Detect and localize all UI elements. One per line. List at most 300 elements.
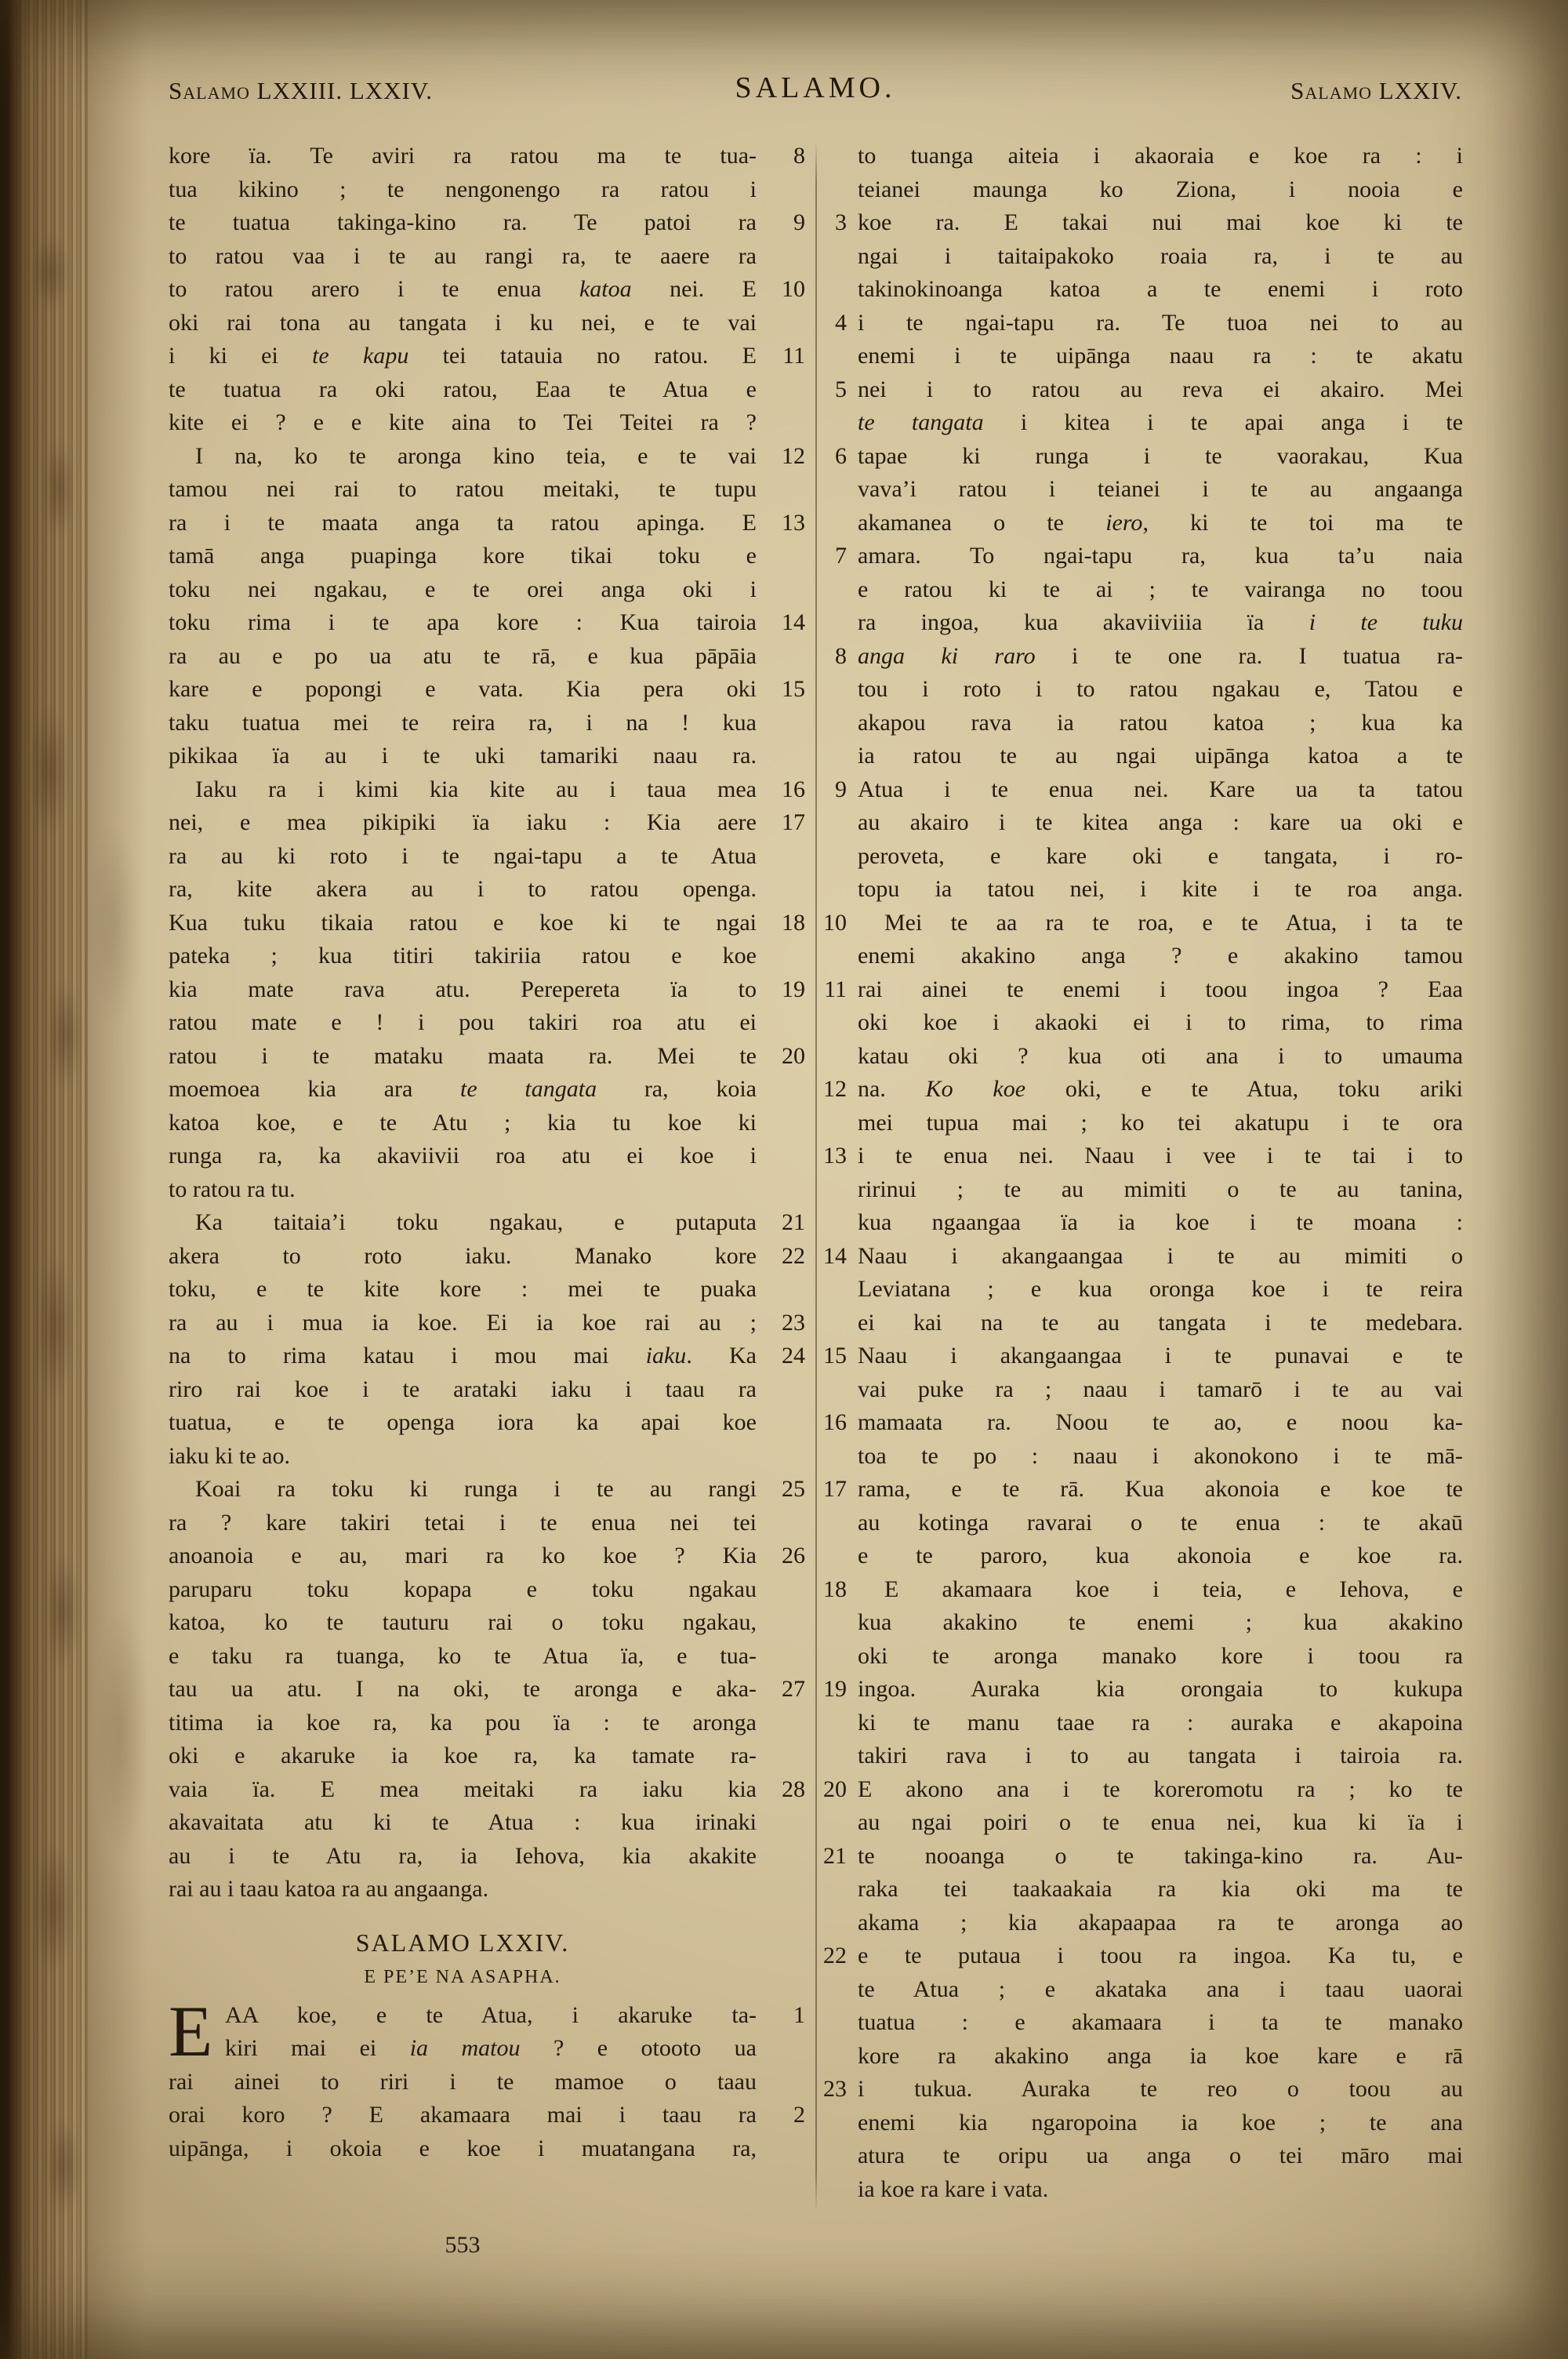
text-line	[822, 406, 1463, 440]
verse-number: 21	[823, 1842, 847, 1869]
verse-number	[822, 340, 858, 373]
verse-number: 13	[782, 509, 805, 536]
column-divider-rule	[815, 141, 817, 2212]
text-line	[822, 2040, 1463, 2074]
verse-number: 18	[782, 909, 805, 936]
verse-number: 6	[835, 442, 847, 469]
verse-number: 14	[782, 609, 805, 635]
text-line	[169, 1107, 805, 1140]
text-line	[169, 1873, 805, 1906]
verse-number: 11	[824, 976, 847, 1002]
verse-number	[822, 1606, 858, 1640]
verse-text: taku tuatua mei te reira ra, i na ! kua	[169, 709, 757, 736]
verse-text: topu ia tatou nei, i kite i te roa anga.	[858, 876, 1463, 902]
text-line	[822, 307, 1463, 340]
verse-text: kare e popongi e vata. Kia pera oki	[169, 676, 757, 702]
text-line	[169, 1573, 805, 1607]
verse-text: vava’i ratou i teianei i te au angaanga	[858, 476, 1463, 502]
text-line	[822, 2006, 1463, 2040]
verse-text: raka tei taakaakaia ra kia oki ma te	[858, 1876, 1463, 1902]
psalm-subtitle: E PE’E NA ASAPHA.	[364, 1966, 561, 1987]
text-line	[169, 1273, 805, 1307]
verse-text: takiri rava i to au tangata i tairoia ra.	[858, 1743, 1463, 1768]
verse-text: tua kikino ; te nengonengo ra ratou i	[169, 176, 757, 202]
verse-number: 15	[823, 1343, 847, 1369]
verse-text: toku rima i te apa kore : Kua tairoia	[169, 609, 757, 635]
verse-text: moemoea kia ara te tangata ra, koia	[169, 1076, 757, 1102]
psalm-title: SALAMO LXXIV.	[355, 1928, 570, 1957]
verse-text: au i te Atu ra, ia Iehova, kia akakite	[169, 1842, 757, 1869]
text-line	[822, 873, 1463, 907]
verse-number: 11	[782, 343, 805, 369]
text-line	[169, 406, 805, 440]
text-line	[822, 473, 1463, 507]
verse-text: akera to roto iaku. Manako kore	[169, 1242, 757, 1269]
verse-number: 14	[823, 1242, 847, 1269]
text-line	[169, 1806, 805, 1840]
verse-text: Iaku ra i kimi kia kite au i taua mea	[195, 776, 757, 802]
text-line	[822, 1273, 1463, 1307]
text-line	[822, 840, 1463, 874]
verse-text: rai au i taau katoa ra au angaanga.	[169, 1876, 489, 1902]
text-line	[822, 907, 1463, 940]
text-line	[822, 2139, 1463, 2173]
verse-text: te tuatua takinga-kino ra. Te patoi ra	[169, 209, 757, 235]
verse-text: teianei maunga ko Ziona, i nooia e	[858, 176, 1463, 202]
verse-text: ra, kite akera au i to ratou openga.	[169, 876, 757, 902]
text-line	[822, 740, 1463, 773]
verse-number	[757, 740, 805, 773]
verse-text: ki te manu taae ra : auraka e akapoina	[858, 1709, 1463, 1736]
verse-text: orai koro ? E akamaara mai i taau ra	[169, 2102, 757, 2128]
text-line	[169, 240, 805, 274]
text-line	[822, 1939, 1463, 1973]
running-header	[169, 71, 1462, 113]
verse-text: takinokinoanga katoa a te enemi i roto	[858, 276, 1463, 302]
verse-number: 16	[782, 776, 805, 802]
verse-text: riro rai koe i te arataki iaku i taau ra	[169, 1376, 757, 1402]
verse-text: katau oki ? kua oti ana i to umauma	[858, 1042, 1463, 1069]
verse-number: 10	[823, 909, 847, 936]
verse-number	[757, 1640, 805, 1674]
verse-number: 22	[823, 1943, 847, 1968]
drop-cap: E	[169, 1990, 213, 2071]
verse-number	[757, 1440, 805, 1474]
verse-text: Kua tuku tikaia ratou e koe ki te ngai	[169, 909, 757, 936]
verse-number	[822, 1006, 858, 1040]
text-line	[822, 373, 1463, 407]
verse-text: ra i te maata anga ta ratou apinga. E	[169, 509, 757, 536]
verse-text: ia ratou te au ngai uipānga katoa a te	[858, 743, 1463, 769]
verse-number	[822, 273, 858, 307]
text-line	[822, 1173, 1463, 1207]
ink-smudge	[27, 706, 71, 835]
page-number: 553	[445, 2232, 481, 2258]
verse-text: e ratou ki te ai ; te vairanga no toou	[858, 576, 1463, 602]
verse-text: akama ; kia akapaapaa ra te aronga ao	[858, 1909, 1463, 1936]
text-line	[169, 1640, 805, 1674]
text-line	[822, 173, 1463, 207]
text-line	[822, 1806, 1463, 1840]
text-line	[822, 1507, 1463, 1540]
verse-number: 20	[823, 1776, 847, 1802]
verse-number	[822, 1507, 858, 1540]
verse-number: 2	[793, 2102, 805, 2128]
verse-text: uipānga, i okoia e koe i muatangana ra,	[169, 2135, 757, 2161]
ink-smudge	[42, 439, 75, 537]
verse-number	[822, 1107, 858, 1140]
text-line	[169, 307, 805, 340]
text-line	[169, 606, 805, 640]
verse-number	[757, 406, 805, 440]
text-line	[169, 1440, 805, 1474]
verse-text: nei i to ratou au reva ei akairo. Mei	[858, 376, 1463, 402]
verse-text: mei tupua mai ; ko tei akatupu i te ora	[858, 1109, 1463, 1136]
text-line	[822, 1107, 1463, 1140]
verse-text: au akairo i te kitea anga : kare ua oki e	[858, 809, 1463, 835]
verse-text: i te ngai-tapu ra. Te tuoa nei to au	[858, 309, 1463, 336]
verse-number	[757, 540, 805, 573]
verse-text: ratou i te mataku maata ra. Mei te	[169, 1042, 757, 1069]
verse-number	[822, 1707, 858, 1740]
verse-number	[822, 573, 858, 607]
text-line	[169, 1240, 805, 1274]
verse-number	[757, 2132, 805, 2166]
verse-text: iaku ki te ao.	[169, 1442, 290, 1469]
verse-text: ra au ki roto i te ngai-tapu a te Atua	[169, 842, 757, 869]
verse-text: ia koe ra kare i vata.	[858, 2175, 1049, 2202]
text-line	[169, 2066, 805, 2099]
text-line	[822, 2106, 1463, 2140]
verse-number: 23	[823, 2076, 847, 2102]
verse-text: toku, e te kite kore : mei te puaka	[169, 1276, 757, 1302]
verse-number: 16	[823, 1409, 847, 1435]
verse-number	[757, 1840, 805, 1874]
verse-number	[822, 1640, 858, 1674]
verse-number	[757, 1739, 805, 1773]
text-line	[169, 1539, 805, 1573]
verse-number	[822, 507, 858, 540]
verse-number	[757, 373, 805, 407]
verse-text: anoanoia e au, mari ra ko koe ? Kia	[169, 1543, 757, 1568]
verse-number: 9	[793, 209, 805, 235]
verse-number	[822, 1307, 858, 1340]
ink-smudge	[44, 1553, 82, 1670]
verse-text: paruparu toku kopapa e toku ngakau	[169, 1576, 757, 1602]
text-line	[169, 1006, 805, 1040]
text-line	[822, 1906, 1463, 1940]
running-header-center: SALAMO.	[735, 71, 896, 104]
text-line	[169, 773, 805, 807]
verse-number	[822, 473, 858, 507]
verse-number	[822, 1440, 858, 1474]
ink-smudge	[86, 823, 141, 1027]
verse-number	[822, 1173, 858, 1207]
text-line	[822, 140, 1463, 173]
verse-text: Atua i te enua nei. Kare ua ta tatou	[858, 776, 1463, 802]
text-line	[169, 640, 805, 674]
text-line	[169, 140, 805, 173]
ink-smudge	[47, 980, 83, 1090]
verse-text: akapou rava ia ratou katoa ; kua ka	[858, 709, 1463, 736]
text-line	[822, 707, 1463, 740]
ink-smudge	[45, 2117, 82, 2215]
text-line	[822, 2173, 1463, 2207]
text-line	[169, 1840, 805, 1874]
text-line	[822, 1840, 1463, 1874]
text-line	[169, 1040, 805, 1074]
verse-number: 13	[823, 1143, 847, 1169]
verse-text: au ngai poiri o te enua nei, kua ki ïa i	[858, 1809, 1463, 1835]
text-line	[822, 1707, 1463, 1740]
text-line	[822, 1373, 1463, 1407]
verse-text: e te putaua i toou ra ingoa. Ka tu, e	[858, 1943, 1463, 1968]
text-line	[822, 940, 1463, 973]
verse-number: 27	[782, 1676, 805, 1702]
text-line	[169, 440, 805, 474]
text-line	[169, 1073, 805, 1107]
verse-text: kiri mai ei ia matou ? e otooto ua	[225, 2035, 757, 2061]
verse-text: mamaata ra. Noou te ao, e noou ka-	[858, 1409, 1463, 1435]
verse-text: koe ra. E takai nui mai koe ki te	[858, 209, 1463, 235]
verse-number: 9	[835, 776, 847, 802]
verse-number: 23	[782, 1309, 805, 1336]
verse-text: enemi kia ngaropoina ia koe ; te ana	[858, 2109, 1463, 2135]
verse-number	[757, 1373, 805, 1407]
verse-number	[822, 873, 858, 907]
text-line	[822, 240, 1463, 274]
verse-number: 25	[782, 1476, 805, 1502]
verse-text: rama, e te rā. Kua akonoia e koe te	[858, 1476, 1463, 1502]
verse-text: ra au i mua ia koe. Ei ia koe rai au ;	[169, 1309, 757, 1336]
verse-number	[822, 406, 858, 440]
text-line	[822, 606, 1463, 640]
verse-number: 19	[823, 1676, 847, 1702]
verse-text: kite ei ? e e kite aina to Tei Teitei ra ?	[169, 409, 757, 435]
verse-text: tamou nei rai to ratou meitaki, te tupu	[169, 476, 757, 502]
verse-number	[757, 2066, 805, 2099]
verse-number	[757, 1073, 805, 1107]
verse-text: ririnui ; te au mimiti o te au tanina,	[858, 1176, 1463, 1202]
verse-number	[757, 173, 805, 207]
text-line	[169, 1673, 805, 1707]
text-line	[169, 873, 805, 907]
verse-number	[822, 673, 858, 707]
verse-text: oki te aronga manako kore i toou ra	[858, 1642, 1463, 1669]
verse-text: e te paroro, kua akonoia e koe ra.	[858, 1543, 1463, 1568]
text-line	[822, 973, 1463, 1007]
text-line	[169, 1707, 805, 1740]
text-line	[169, 1173, 805, 1207]
text-line	[169, 507, 805, 540]
text-line	[822, 1006, 1463, 1040]
verse-text: to ratou arero i te enua katoa nei. E	[169, 276, 757, 302]
text-line	[822, 1073, 1463, 1107]
verse-number: 8	[835, 642, 847, 669]
verse-text: enemi akakino anga ? e akakino tamou	[858, 943, 1463, 969]
verse-number	[822, 1973, 858, 2007]
text-line	[822, 1406, 1463, 1440]
verse-text: E akamaara koe i teia, e Iehova, e	[884, 1576, 1463, 1602]
verse-text: tuatua : e akamaara i ta te manako	[858, 2009, 1463, 2035]
verse-number	[757, 873, 805, 907]
text-line	[822, 1440, 1463, 1474]
verse-text: rai ainei te enemi i toou ingoa ? Eaa	[858, 976, 1463, 1002]
verse-text: enemi i te uipānga naau ra : te akatu	[858, 343, 1463, 369]
verse-number	[757, 1173, 805, 1207]
verse-text: E akono ana i te koreromotu ra ; ko te	[858, 1776, 1463, 1802]
verse-number	[822, 2106, 858, 2140]
text-line	[822, 1539, 1463, 1573]
verse-number	[757, 573, 805, 607]
verse-text: Naau i akangaangaa i te punavai e te	[858, 1343, 1463, 1369]
verse-number	[757, 2032, 805, 2066]
verse-text: ra au e po ua atu te rā, e kua pāpāia	[169, 642, 757, 669]
page-edge-shadow	[85, 0, 147, 2359]
text-line	[822, 1240, 1463, 1274]
verse-number	[757, 1873, 805, 1906]
text-line	[169, 740, 805, 773]
text-line	[822, 1673, 1463, 1707]
verse-number	[822, 2040, 858, 2074]
verse-text: to ratou ra tu.	[169, 1176, 296, 1202]
verse-number: 10	[782, 276, 805, 302]
text-line	[822, 206, 1463, 240]
verse-text: ratou mate e ! i pou takiri roa atu ei	[169, 1009, 757, 1035]
verse-text: au kotinga ravarai o te enua : te akaū	[858, 1509, 1463, 1536]
text-line	[822, 1339, 1463, 1373]
text-line	[169, 1773, 805, 1807]
verse-text: Leviatana ; e kua oronga koe i te reira	[858, 1276, 1463, 1302]
verse-text: tamā anga puapinga kore tikai toku e	[169, 543, 757, 569]
running-header-left: Salamo LXXIII. LXXIV.	[169, 77, 434, 104]
verse-text: te Atua ; e akataka ana i taau uaorai	[858, 1976, 1463, 2002]
text-line	[822, 1307, 1463, 1340]
verse-text: runga ra, ka akaviivii roa atu ei koe i	[169, 1143, 757, 1169]
verse-text: kia mate rava atu. Perepereta ïa to	[169, 976, 757, 1002]
verse-text: e taku ra tuanga, ko te Atua ïa, e tua-	[169, 1642, 757, 1669]
text-line	[169, 973, 805, 1007]
text-line	[822, 1140, 1463, 1173]
verse-text: akavaitata atu ki te Atua : kua irinaki	[169, 1809, 757, 1835]
verse-number	[757, 1573, 805, 1607]
verse-text: i te enua nei. Naau i vee i te tai i to	[858, 1143, 1463, 1169]
text-line	[822, 440, 1463, 474]
verse-number: 21	[782, 1209, 805, 1235]
verse-number: 18	[823, 1576, 847, 1602]
text-line	[169, 2132, 805, 2166]
verse-number: 12	[823, 1076, 847, 1102]
text-line	[169, 473, 805, 507]
text-line	[169, 1339, 805, 1373]
verse-text: pikikaa ïa au i te uki tamariki naau ra.	[169, 743, 757, 769]
verse-number	[757, 240, 805, 274]
verse-number	[822, 173, 858, 207]
verse-text: katoa, ko te tauturu rai o toku ngakau,	[169, 1609, 757, 1635]
verse-number	[822, 240, 858, 274]
text-line	[822, 1773, 1463, 1807]
verse-text: atura te oripu ua anga o tei māro mai	[858, 2143, 1463, 2168]
verse-text: ingoa. Auraka kia orongaia to kukupa	[858, 1676, 1463, 1702]
verse-text: toa te po : naau i akonokono i te mā-	[858, 1442, 1463, 1469]
verse-number	[757, 1606, 805, 1640]
verse-number	[822, 940, 858, 973]
verse-text: anga ki raro i te one ra. I tuatua ra-	[858, 642, 1463, 669]
verse-number	[757, 1273, 805, 1307]
ink-smudge	[31, 1843, 75, 1972]
verse-number	[822, 1539, 858, 1573]
verse-number	[822, 140, 858, 173]
verse-text: na to rima katau i mou mai iaku. Ka	[169, 1343, 757, 1369]
text-line	[169, 1307, 805, 1340]
text-line	[822, 773, 1463, 807]
verse-number	[822, 1873, 858, 1906]
text-line	[169, 206, 805, 240]
verse-number	[757, 1707, 805, 1740]
text-line	[169, 1206, 805, 1240]
verse-text: to ratou vaa i te au rangi ra, te aaere ra	[169, 242, 757, 269]
verse-number	[757, 1140, 805, 1173]
verse-text: oki rai tona au tangata i ku nei, e te vai	[169, 309, 757, 336]
text-line	[169, 1606, 805, 1640]
verse-number: 28	[782, 1776, 805, 1802]
verse-number	[757, 1406, 805, 1440]
verse-text: katoa koe, e te Atu ; kia tu koe ki	[169, 1109, 757, 1136]
text-line	[822, 507, 1463, 540]
verse-number	[757, 307, 805, 340]
verse-text: Koai ra toku ki runga i te au rangi	[195, 1476, 757, 1502]
verse-text: peroveta, e kare oki e tangata, i ro-	[858, 842, 1463, 869]
verse-number	[822, 606, 858, 640]
text-line	[169, 573, 805, 607]
text-line	[169, 1739, 805, 1773]
text-line	[822, 640, 1463, 674]
text-line	[169, 840, 805, 874]
verse-number: 22	[782, 1242, 805, 1269]
verse-text: kua ngaangaa ïa ia koe i te moana :	[858, 1209, 1463, 1235]
verse-text: tou i roto i to ratou ngakau e, Tatou e	[858, 676, 1463, 702]
verse-text: rai ainei to riri i te mamoe o taau	[169, 2068, 757, 2095]
verse-text: i ki ei te kapu tei tatauia no ratou. E	[169, 343, 757, 369]
verse-number	[822, 2006, 858, 2040]
verse-number: 1	[793, 2001, 805, 2028]
verse-number	[822, 2173, 858, 2207]
verse-number	[822, 1040, 858, 1074]
verse-text: vaia ïa. E mea meitaki ra iaku kia	[169, 1776, 757, 1802]
text-line	[169, 2099, 805, 2132]
verse-text: te nooanga o te takinga-kino ra. Au-	[858, 1842, 1463, 1869]
verse-number: 19	[782, 976, 805, 1002]
text-line	[822, 806, 1463, 840]
text-line	[169, 373, 805, 407]
text-line	[822, 1873, 1463, 1906]
verse-number	[757, 707, 805, 740]
verse-text: oki e akaruke ia koe ra, ka tamate ra-	[169, 1743, 757, 1768]
verse-text: kore ïa. Te aviri ra ratou ma te tua-	[169, 143, 757, 169]
verse-number: 17	[782, 809, 805, 835]
text-line	[822, 1640, 1463, 1674]
verse-number: 15	[782, 676, 805, 702]
verse-number: 5	[835, 376, 847, 402]
verse-number	[757, 640, 805, 674]
verse-number	[757, 1507, 805, 1540]
verse-number: 7	[835, 543, 847, 569]
text-line	[169, 540, 805, 573]
text-line	[822, 1473, 1463, 1507]
text-line	[822, 573, 1463, 607]
verse-number	[757, 1107, 805, 1140]
text-line	[169, 1507, 805, 1540]
